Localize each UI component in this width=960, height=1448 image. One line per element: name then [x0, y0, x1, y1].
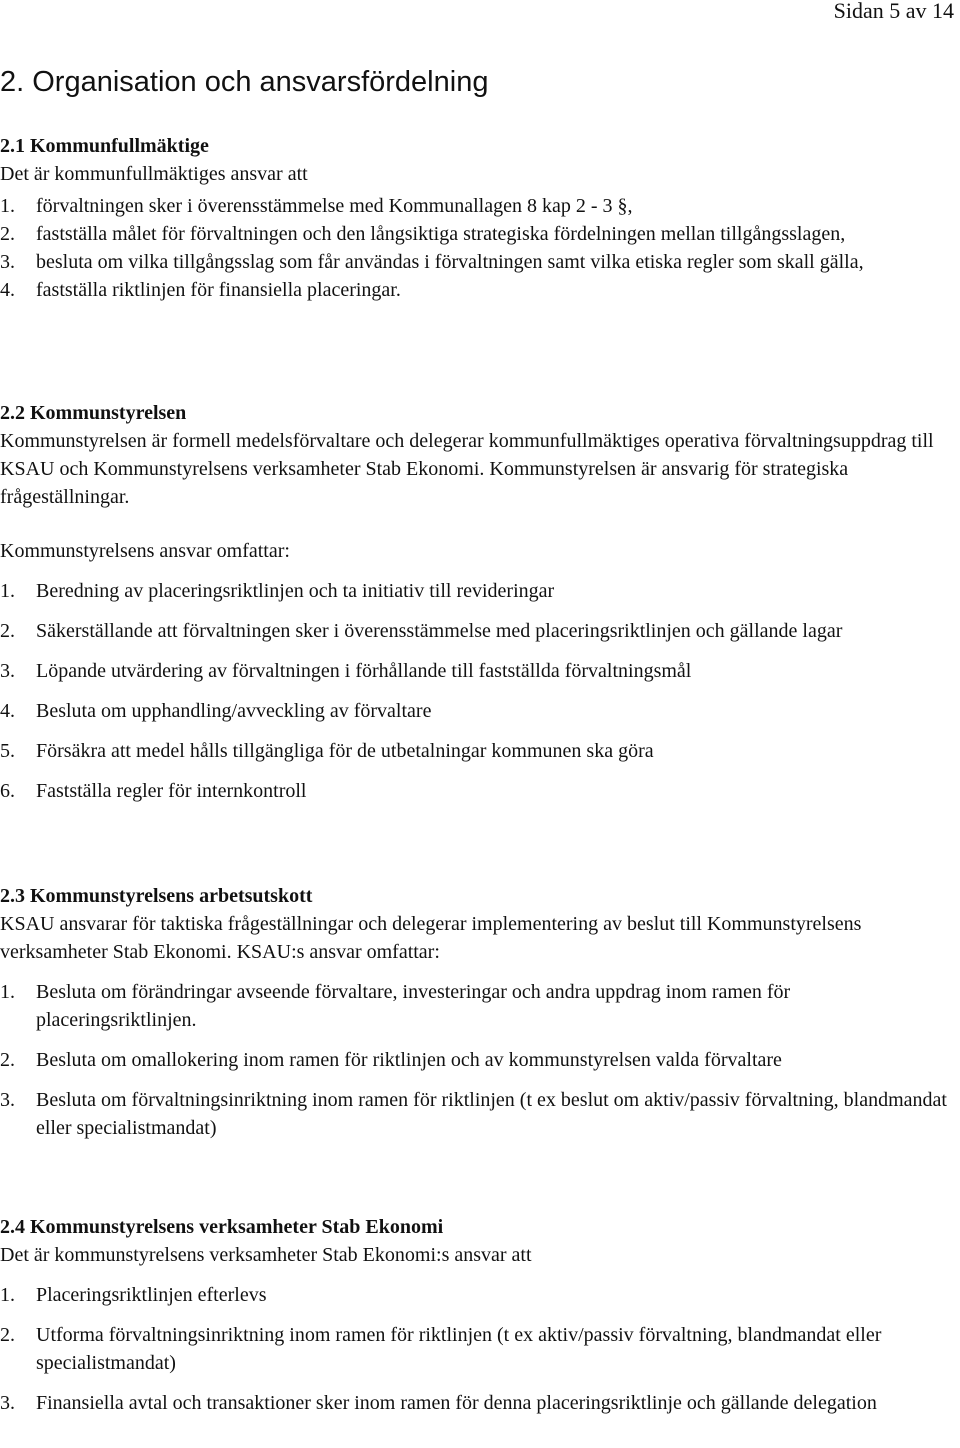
- list-item: [0, 248, 955, 276]
- section-heading: 2.3 Kommunstyrelsens arbetsutskott: [0, 885, 313, 907]
- list-item: [0, 978, 955, 1034]
- item-number: 2.: [0, 620, 15, 642]
- section-intro: Det är kommunstyrelsens verksamheter Stab Ekonomi:s ansvar att: [0, 1244, 532, 1266]
- list-item: [0, 1046, 955, 1074]
- section-intro: Det är kommunfullmäktiges ansvar att: [0, 163, 308, 185]
- item-text: Besluta om förvaltningsinriktning inom ramen för riktlinjen (t ex beslut om aktiv/passiv förvaltning, blandmandat eller specialistmandat): [36, 1089, 947, 1139]
- list-item: [0, 577, 955, 605]
- item-text: Placeringsriktlinjen efterlevs: [36, 1284, 267, 1306]
- item-number: 4.: [0, 700, 15, 722]
- list-item: [0, 192, 955, 220]
- item-number: 1.: [0, 1284, 15, 1306]
- item-text: Fastställa regler för internkontroll: [36, 780, 307, 802]
- item-text: Besluta om förändringar avseende förvaltare, investeringar och andra uppdrag inom ramen för placeringsriktlinjen.: [36, 981, 791, 1031]
- item-text: Säkerställande att förvaltningen sker i överensstämmelse med placeringsriktlinjen och gällande lagar: [36, 620, 843, 642]
- item-text: Försäkra att medel hålls tillgängliga för de utbetalningar kommunen ska göra: [36, 740, 654, 762]
- item-text: besluta om vilka tillgångsslag som får användas i förvaltningen samt vilka etiska regler som skall gälla,: [36, 251, 864, 273]
- responsibility-list: [0, 1281, 955, 1417]
- item-number: 3.: [0, 1392, 15, 1414]
- section-kommunstyrelsen: [0, 399, 955, 805]
- item-number: 1.: [0, 195, 15, 217]
- list-item: [0, 1086, 955, 1142]
- item-number: 3.: [0, 660, 15, 682]
- item-number: 3.: [0, 1089, 15, 1111]
- item-number: 1.: [0, 580, 15, 602]
- list-item: [0, 1281, 955, 1309]
- list-item: [0, 697, 955, 725]
- responsibility-list: [0, 192, 955, 304]
- item-text: förvaltningen sker i överensstämmelse med Kommunallagen 8 kap 2 - 3 §,: [36, 195, 633, 217]
- section-heading: 2.4 Kommunstyrelsens verksamheter Stab Ekonomi: [0, 1216, 444, 1238]
- item-text: fastställa målet för förvaltningen och den långsiktiga strategiska fördelningen mellan tillgångsslagen,: [36, 223, 846, 245]
- list-item: [0, 220, 955, 248]
- item-number: 6.: [0, 780, 15, 802]
- chapter-heading: 2. Organisation och ansvarsfördelning: [0, 66, 489, 98]
- item-number: 4.: [0, 279, 15, 301]
- item-number: 2.: [0, 223, 15, 245]
- item-number: 1.: [0, 981, 15, 1003]
- responsibility-list: [0, 577, 955, 805]
- list-item: [0, 276, 955, 304]
- item-text: fastställa riktlinjen för finansiella placeringar.: [36, 279, 401, 301]
- page-number: Sidan 5 av 14: [833, 0, 954, 23]
- responsibility-list: [0, 978, 955, 1142]
- item-text: Besluta om omallokering inom ramen för riktlinjen och av kommunstyrelsen valda förvaltare: [36, 1049, 782, 1071]
- section-heading: 2.1 Kommunfullmäktige: [0, 135, 209, 157]
- item-text: Finansiella avtal och transaktioner sker inom ramen för denna placeringsriktlinje och gällande delegation: [36, 1392, 877, 1414]
- list-item: [0, 737, 955, 765]
- section-stab-ekonomi: [0, 1213, 955, 1417]
- list-item: [0, 777, 955, 805]
- list-item: [0, 1321, 955, 1377]
- item-number: 2.: [0, 1324, 15, 1346]
- section-kommunfullmaktige: [0, 132, 955, 304]
- section-heading: 2.2 Kommunstyrelsen: [0, 402, 187, 424]
- list-item: [0, 657, 955, 685]
- section-arbetsutskott: [0, 882, 955, 1142]
- list-item: [0, 617, 955, 645]
- item-text: Löpande utvärdering av förvaltningen i förhållande till fastställda förvaltningsmål: [36, 660, 692, 682]
- item-text: Beredning av placeringsriktlinjen och ta initiativ till revideringar: [36, 580, 555, 602]
- item-number: 3.: [0, 251, 15, 273]
- item-number: 5.: [0, 740, 15, 762]
- list-item: [0, 1389, 955, 1417]
- item-text: Besluta om upphandling/avveckling av förvaltare: [36, 700, 432, 722]
- list-intro: Kommunstyrelsens ansvar omfattar:: [0, 540, 290, 562]
- section-paragraph: Kommunstyrelsen är formell medelsförvaltare och delegerar kommunfullmäktiges operativa förvaltningsuppdrag till KSAU och Kommunstyrelsens verksamheter Stab Ekonomi. Kommunstyrelsen är ansvarig för strategiska frågeställningar.: [0, 430, 934, 508]
- item-number: 2.: [0, 1049, 15, 1071]
- item-text: Utforma förvaltningsinriktning inom ramen för riktlinjen (t ex aktiv/passiv förvaltning, blandmandat eller specialistmandat): [36, 1324, 882, 1374]
- section-paragraph: KSAU ansvarar för taktiska frågeställningar och delegerar implementering av beslut till Kommunstyrelsens verksamheter Stab Ekonomi. KSAU:s ansvar omfattar:: [0, 913, 862, 963]
